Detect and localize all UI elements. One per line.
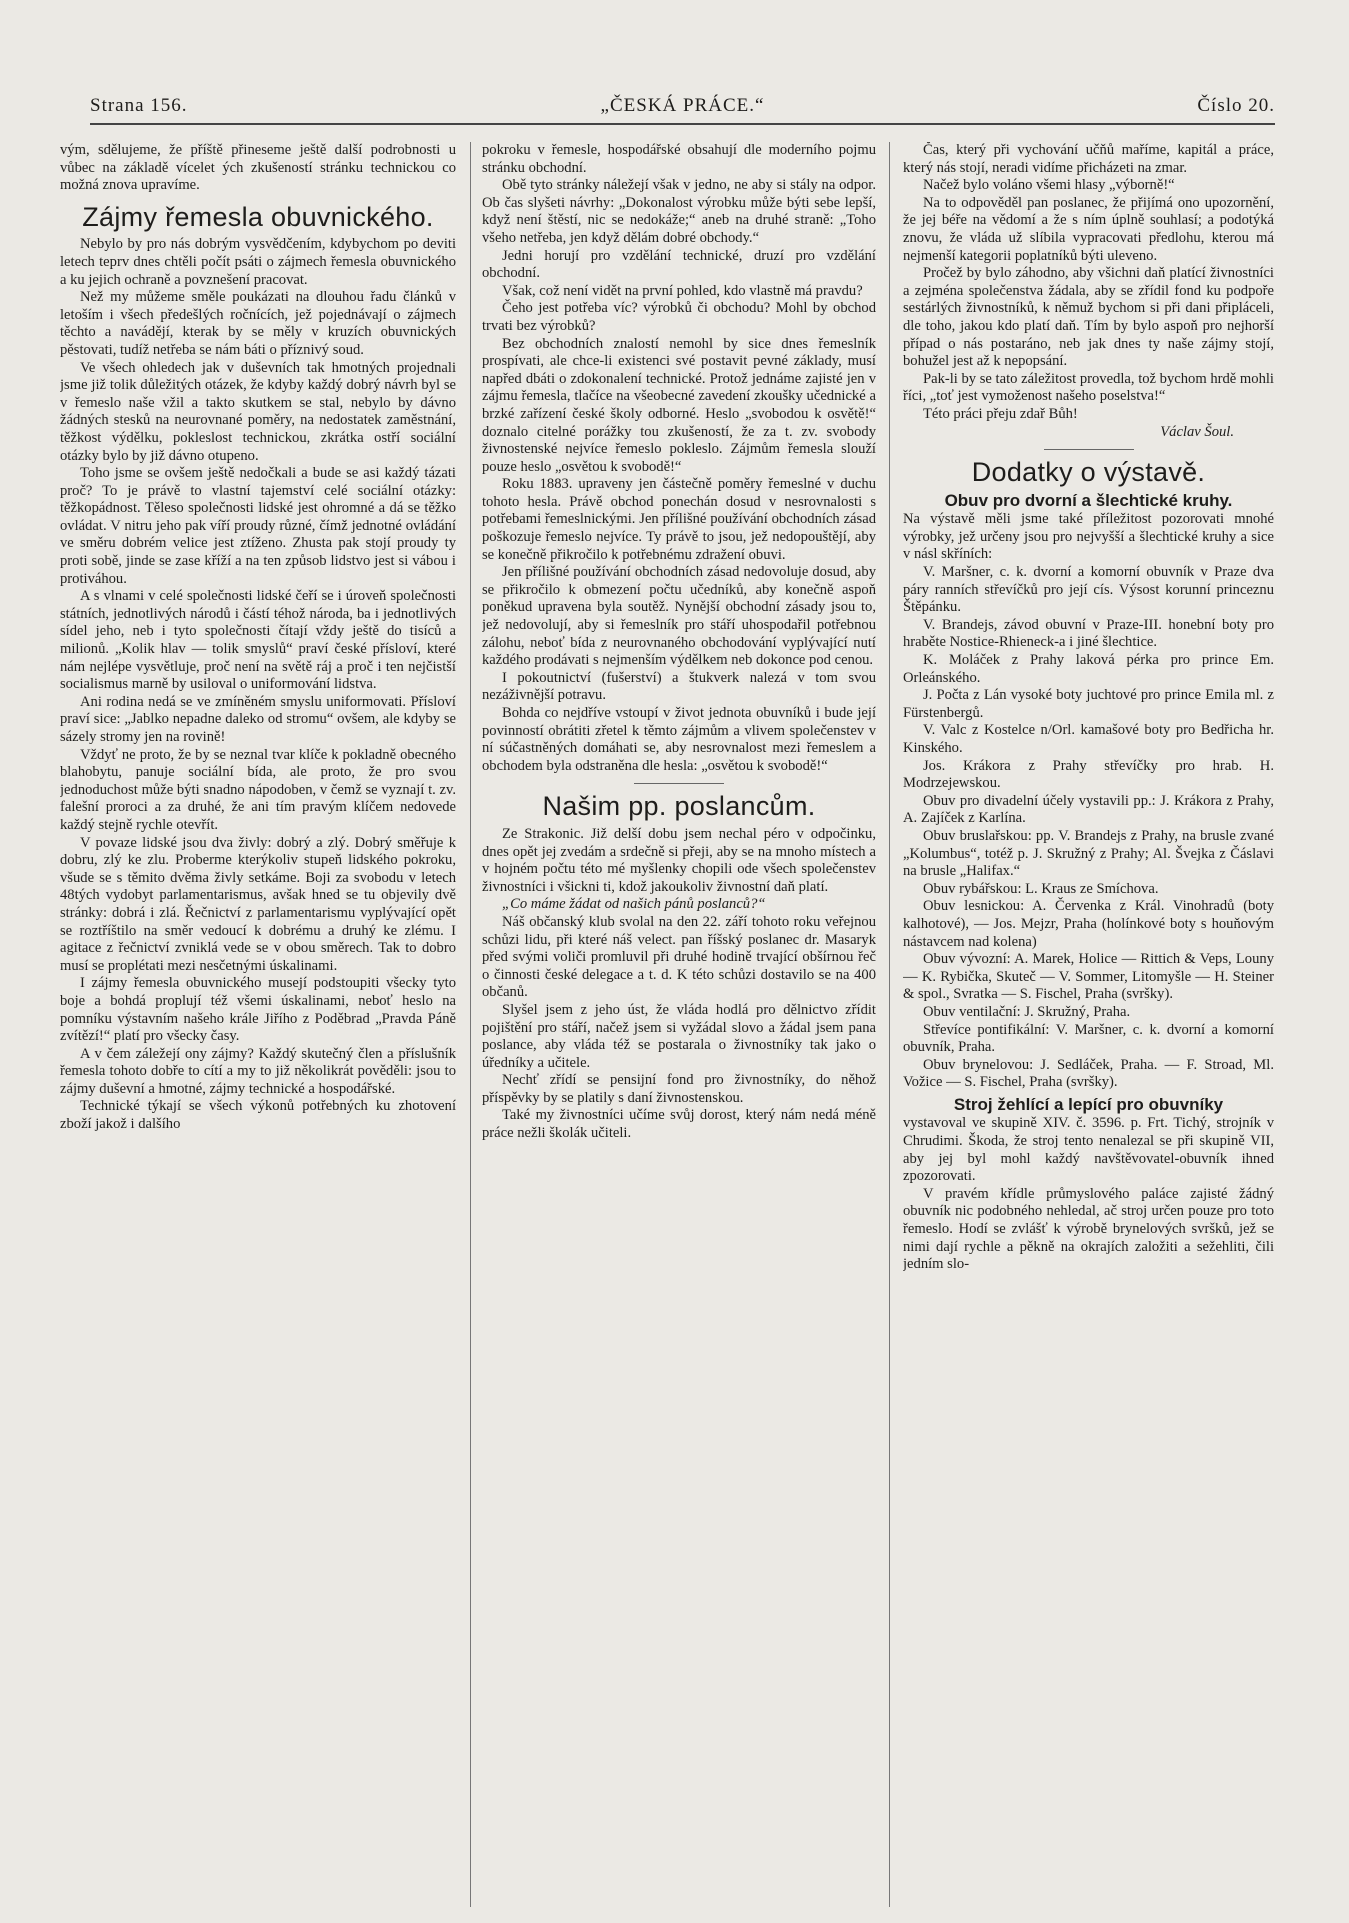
column-1	[60, 142, 456, 1912]
paragraph: Na výstavě měli jsme také příležitost pozorovati mnohé výrobky, jež určeny jsou pro nejvyšší a šlechtické kruhy a sice v násl skříních:	[903, 511, 1274, 563]
section-subtitle: Stroj žehlící a lepící pro obuvníky	[953, 1094, 1224, 1114]
paragraph: Také my živnostníci učíme svůj dorost, který nám nedá méně práce nežli školák učiteli.	[482, 1107, 876, 1142]
paragraph: pokroku v řemesle, hospodářské obsahují dle moderního pojmu stránku obchodní.	[482, 142, 876, 176]
paragraph: A v čem záležejí ony zájmy? Každý skutečný člen a příslušník řemesla tohoto dobře to cítí a my to již několikrát pověděli: jsou to zájmy duševní a hmotné, zájmy technické a hospodářské.	[60, 1045, 456, 1097]
separator	[634, 783, 724, 784]
publication-title: „ČESKÁ PRÁCE.“	[600, 95, 765, 116]
column-divider-1	[470, 142, 471, 1907]
paragraph: Pak-li by se tato záležitost provedla, tož bychom hrdě mohli říci, „toť jest vymoženost našeho poselstva!“	[903, 370, 1274, 405]
paragraph: Roku 1883. upraveny jen částečně poměry řemeslné v duchu tohoto hesla. Právě obchod ponechán dosud v nesrovnalosti s potřebami řemeslnickými. Jen přílišné používání obchodních zásad poškozuje řemeslo nejvíce. Ty právě to jsou, jež nedopouštějí, aby se konečně přikročilo k potřebnému zdražení obuvi.	[482, 476, 876, 563]
article-title-poslancum: Našim pp. poslancům.	[542, 791, 816, 822]
paragraph: V pravém křídle průmyslového paláce zajisté žádný obuvník nic podobného nehledal, ač stroj určen pouze pro toto řemeslo. Hodí se zvlášť k výrobě brynelových svršků, jež se nimi dají rychle a pěkně na okrajích založiti a sežehliti, čili jedním slo-	[903, 1185, 1274, 1273]
paragraph: Obě tyto stránky náležejí však v jedno, ne aby si stály na odpor. Ob čas slyšeti návrhy: „Dokonalost výrobku může býti sebe lepší, když není štěstí, nic se nedokáže;“ aneb na druhé straně: „Toho všeho netřeba, jen když dělám dobré obchody.“	[482, 177, 876, 246]
paragraph: Obuv brynelovou: J. Sedláček, Praha. — F. Stroad, Ml. Vožice — S. Fischel, Praha (svršky).	[903, 1056, 1274, 1091]
paragraph: vým, sdělujeme, že příště přineseme ještě další podrobnosti u vůbec na základě vícelet ých zkušeností stránku technickou co možná znova upravíme.	[60, 142, 456, 194]
paragraph: Než my můžeme směle poukázati na dlouhou řadu článků v letoším i všech předešlých ročnících, jež pojednávají o zájmech těchto a navádějí, kterak by se měly v kruzích obuvnických pěstovati, tudíž netřeba se nám báti o příznivý soud.	[60, 289, 456, 358]
paragraph: Nechť zřídí se pensijní fond pro živnostníky, do něhož příspěvky by se platily s daní živnostenskou.	[482, 1072, 876, 1106]
paragraph: V. Maršner, c. k. dvorní a komorní obuvník v Praze dva páry ranních střevíčků pro její cís. Výsost korunní princeznu Štěpánku.	[903, 564, 1274, 616]
paragraph: Ve všech ohledech jak v duševních tak hmotných projednali jsme již tolik důležitých otázek, že kdyby každý dobrý návrh byl se v řemeslo naše vžil a takto skutkem se stal, nebylo by dávno žádných stesků na neurovnané poměry, na nedostatek zaměstnání, těžkost výdělku, pokleslost technickou, zkrátka ostří sociální otázky bylo by již dávno otupeno.	[60, 359, 456, 464]
paragraph: V. Brandejs, závod obuvní v Praze-III. honební boty pro hraběte Nostice-Rhieneck-a i jiné šlechtice.	[903, 616, 1274, 651]
paragraph: Načež bylo voláno všemi hlasy „výborně!“	[923, 177, 1175, 194]
column-2	[482, 142, 876, 1912]
paragraph: Obuv ventilační: J. Skružný, Praha.	[923, 1003, 1131, 1020]
paragraph: Této práci přeju zdař Bůh!	[923, 405, 1078, 422]
paragraph: Ani rodina nedá se ve zmíněném smyslu uniformovati. Přísloví praví sice: „Jablko nepadne daleko od stromu“ ovšem, ale kdyby se sázely stromy jen na rovině!	[60, 693, 456, 745]
article-title-zajmy: Zájmy řemesla obuvnického.	[82, 201, 434, 232]
paragraph: Obuv rybářskou: L. Kraus ze Smíchova.	[923, 880, 1159, 897]
paragraph: Nebylo by pro nás dobrým vysvědčením, kdybychom po deviti letech teprv dnes chtěli počít psáti o zájmech řemesla obuvnického a ku jejich ochraně a povznešení pracovat.	[60, 236, 456, 288]
paragraph: Obuv vývozní: A. Marek, Holice — Rittich & Veps, Louny — K. Rybička, Skuteč — V. Sommer, Litomyšle — H. Steiner & spol., Svratka — S. Fischel, Praha (svršky).	[903, 951, 1274, 1003]
paragraph: „Co máme žádat od našich pánů poslanců?“	[502, 896, 766, 913]
paragraph: Obuv pro divadelní účely vystavili pp.: J. Krákora z Prahy, A. Zajíček z Karlína.	[903, 792, 1274, 827]
page-header	[90, 95, 1275, 123]
paragraph: Jos. Krákora z Prahy střevíčky pro hrab. H. Modrzejewskou.	[903, 757, 1274, 792]
paragraph: Čeho jest potřeba víc? výrobků či obchodu? Mohl by obchod trvati bez výrobků?	[482, 300, 876, 334]
author-signature: Václav Šoul.	[1160, 423, 1234, 440]
issue-number: Číslo 20.	[1197, 95, 1275, 116]
paragraph: Technické týkají se všech výkonů potřebných ku zhotovení zboží jakož i dalšího	[60, 1098, 456, 1133]
paragraph: V. Valc z Kostelce n/Orl. kamašové boty pro Bedřicha hr. Kinského.	[903, 722, 1274, 756]
paragraph: Toho jsme se ovšem ještě nedočkali a bude se asi každý tázati proč? To je právě to vlastní tajemství celé sociální otázky: těžkopádnost. Těleso společnosti lidské jest ohromné a dá se těžko ovládat. V nitru jeho pak víří proudy různé, čímž jednotné ovládání ve směru dobrém velice jest ztíženo. Zhusta pak stojí proudy ty proti sobě, jinde se zase kříží a na ten způsob lidstvo jest si vábou i protiváhou.	[60, 465, 456, 587]
separator	[1044, 449, 1134, 450]
header-rule	[90, 123, 1275, 125]
paragraph: Jedni horují pro vzdělání technické, druzí pro vzdělání obchodní.	[482, 247, 876, 282]
paragraph: Vždyť ne proto, že by se neznal tvar klíče k pokladně obecného blahobytu, panuje sociální bída, ale proto, že pro svou jednoduchost může býti snadno nápodoben, v čemž se vyznají t. zv. falešní proroci a za druhé, že ani tím pravým klíčem nedovede každý stejně rychle otevřít.	[60, 746, 456, 833]
paragraph: Obuv lesnickou: A. Červenka z Král. Vinohradů (boty kalhotové), — Jos. Mejzr, Praha (holínkové boty s houňovým nástavcem nad kolena)	[903, 898, 1274, 950]
paragraph: Střevíce pontifikální: V. Maršner, c. k. dvorní a komorní obuvník, Praha.	[903, 1021, 1274, 1056]
paragraph: Na to odpověděl pan poslanec, že přijímá ono upozornění, že jej béře na vědomí a že s ním úplně souhlasí; a podotýká znovu, že vláda už slíbila vypracovati předlohu, kterou má nejmenší kategorii poplatníků býti uleveno.	[903, 194, 1274, 264]
paragraph: Bohda co nejdříve vstoupí v život jednota obuvníků i bude její povinností obrátiti zřetel k těmto zájmům a vlivem společenstev v ní súčastněných domáhati se, aby nesrovnalost mezi řemeslem a obchodem byla odstraněna dle hesla: „osvětou k svobodě!“	[482, 705, 876, 774]
paragraph: Obuv bruslařskou: pp. V. Brandejs z Prahy, na brusle zvané „Kolumbus“, totéž p. J. Skružný z Prahy; Al. Švejka z Čáslavi na brusle „Halifax.“	[903, 827, 1274, 880]
column-3	[903, 142, 1274, 1912]
paragraph: vystavoval ve skupině XIV. č. 3596. p. Frt. Tichý, strojník v Chrudimi. Škoda, že stroj tento nenalezal se při skupině VII, aby jej byl mohl každý navštěvovatel-obuvník ihned zpozorovati.	[903, 1115, 1274, 1185]
paragraph: J. Počta z Lán vysoké boty juchtové pro prince Emila ml. z Fürstenbergů.	[903, 687, 1274, 721]
paragraph: V povaze lidské jsou dva živly: dobrý a zlý. Dobrý směřuje k dobru, zlý ke zlu. Proberme kterýkoliv stupeň lidského pokroku, všude se s těmito dvěma živly setkáme. Boji za svobodu v letech 48tých vydobyt parlamentarismus, avšak hned se tu objevily dvě stránky: dobrá i zlá. Řečnictví z parlamentarismu vyplývající opět se roztříštilo na směr vedoucí k dobrému a druhý ke zlému. I agitace z řečnictví zvniklá vede se v obou směrech. Tak to dobro musí se proplétati mezi nesčetnými úskalinami.	[60, 834, 456, 974]
column-divider-2	[889, 142, 890, 1907]
paragraph: Náš občanský klub svolal na den 22. září tohoto roku veřejnou schůzi lidu, při které náš velect. pan říšský poslanec dr. Masaryk před svými voliči promluvil při druhé hodině trvající obšírnou řeč o činnosti české delegace a t. d. K této schůzi dostavilo se na 400 občanů.	[482, 913, 876, 1001]
paragraph: Ze Strakonic. Již delší dobu jsem nechal péro v odpočinku, dnes opět jej zvedám a srdečně si přeji, aby se na mnoho místech a v hojném počtu této mé myšlenky chopili ode všech společenstev živnostníci i všickni ti, kdož jakoukoliv živnostní daň platí.	[482, 825, 876, 895]
paragraph: Jen přílišné používání obchodních zásad nedovoluje dosud, aby se přikročilo k obmezení počtu učedníků, aby konečně aspoň poněkud upravena byla soutěž. Nynější obchodní zásady jsou to, jež nedovolují, aby si řemeslník pro stáří uhospodařil potřebnou zálohu, neboť bída z neurovnaného obchodování vyplývající nutí každého prodávati s nejmenším výdělkem neb dokonce pod cenou.	[482, 564, 876, 669]
paragraph: K. Moláček z Prahy laková pérka pro prince Em. Orleánského.	[903, 652, 1274, 686]
paragraph: A s vlnami v celé společnosti lidské čeří se i úroveň společnosti státních, jednotlivých národů i částí téhož národa, ba i jednotlivých sídel jeho, neb i tyto společnosti čítají vždy ještě do tisíců a milionů. „Kolik hlav — tolik smyslů“ praví české přísloví, které nám nejlépe vysvětluje, proč není na světě ráj a proč i ten nejčistší socialismus marně by usiloval o uniformování lidstva.	[60, 588, 456, 693]
page-number: Strana 156.	[90, 95, 188, 116]
paragraph: Však, což není vidět na první pohled, kdo vlastně má pravdu?	[502, 282, 863, 299]
paragraph: Pročež by bylo záhodno, aby všichni daň platící živnostníci a zejména společenstva žádala, aby se zřídil fond ku podpoře sestárlých živnostníků, k němuž bychom si při dani připláceli, dle toho, jakou kdo platí daň. Tím by bylo aspoň pro nejhorší případ o nás postaráno, neb jak dnes ty naše zájmy stojí, bohužel jest až k nepopsání.	[903, 265, 1274, 370]
paragraph: Slyšel jsem z jeho úst, že vláda hodlá pro dělnictvo zřídit pojištění pro stáří, načež jsem si vyžádal slovo a žádal jsem pana poslance, aby vláda též se postarala o živnostníky tak jako o úředníky a učitele.	[482, 1001, 876, 1071]
section-subtitle: Obuv pro dvorní a šlechtické kruhy.	[944, 490, 1233, 510]
paragraph: Bez obchodních znalostí nemohl by sice dnes řemeslník prospívati, ale chce-li existenci své postavit pevné základy, musí napřed dbáti o zdokonalení technické. Protož jednáme zajisté jen v zájmu řemesla, tlačíce na všeobecné zavedení zkoušky učednické a brzké zařízení české školy odborné. Heslo „svobodou k osvětě!“ doznalo citelné porážky tou zkušeností, že za t. zv. svobody živnostenské nejvíce řemeslo pokleslo. Zájmům řemesla slouží pouze heslo „osvětou k svobodě!“	[482, 335, 876, 475]
paragraph: I zájmy řemesla obuvnického musejí podstoupiti všecky tyto boje a bohdá proplují též všemi úskalinami, neboť heslo na pomníku výstavním našeho krále Jiřího z Poděbrad „Pravda Páně zvítězí!“ platí pro všecky časy.	[60, 975, 456, 1045]
article-title-dodatky: Dodatky o výstavě.	[971, 457, 1206, 488]
paragraph: I pokoutnictví (fušerství) a štukverk nalezá v tom svou nezáživnější potravu.	[482, 669, 876, 704]
paragraph: Čas, který při vychování učňů maříme, kapitál a práce, který nás stojí, neradi vidíme přicházeti na zmar.	[903, 142, 1274, 176]
